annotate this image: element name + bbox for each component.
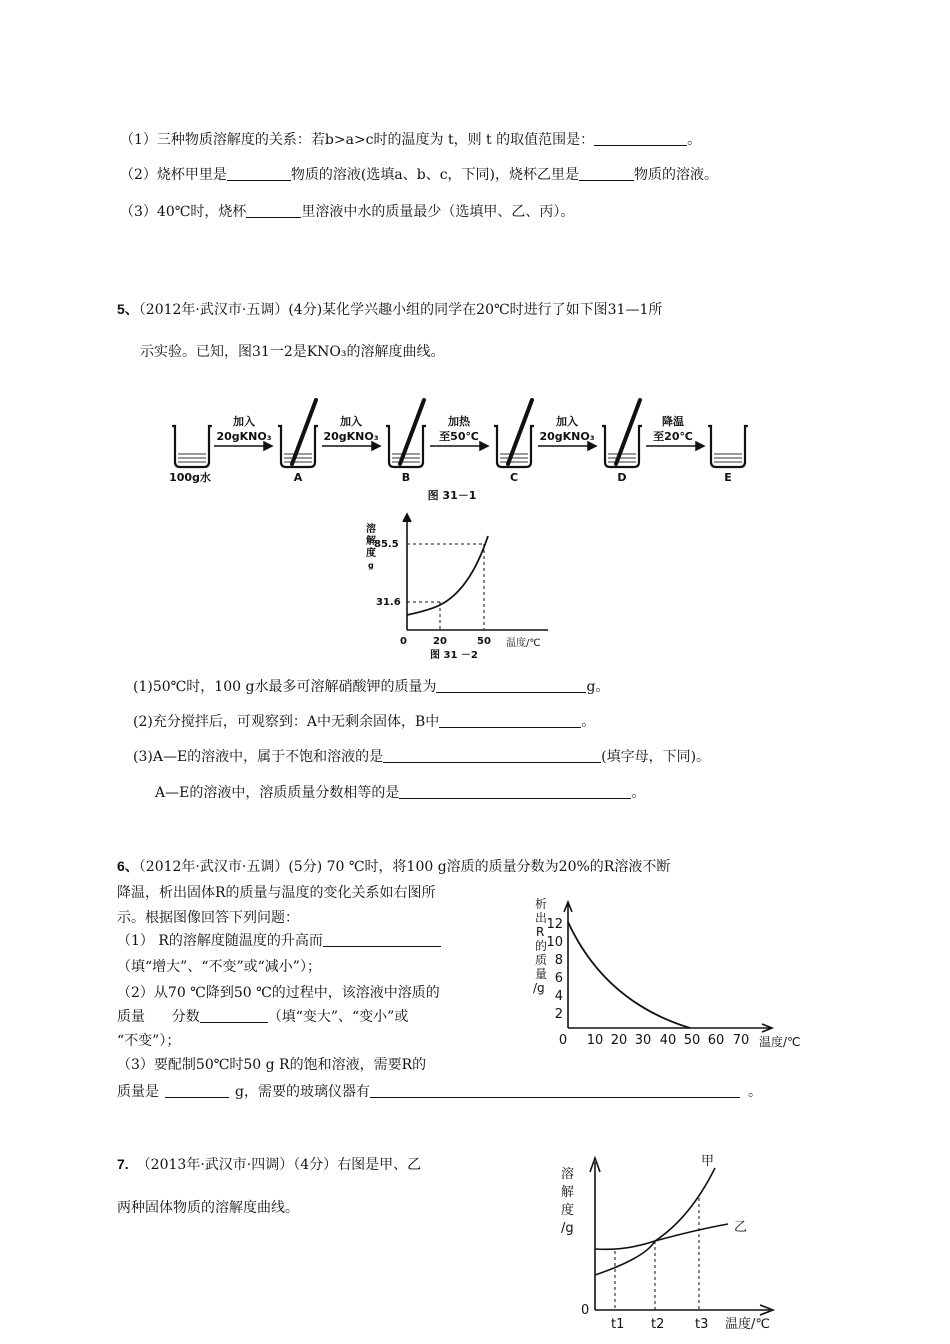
svg-text:度: 度 xyxy=(561,1203,575,1218)
q6-line10: 质量是 g，需要的玻璃仪器有 。 xyxy=(117,1084,762,1100)
curve-jia xyxy=(595,1168,715,1275)
jia-yi-solubility-chart xyxy=(555,1148,805,1344)
svg-text:解: 解 xyxy=(561,1185,575,1200)
question-number: 7. xyxy=(117,1156,129,1172)
answer-blank[interactable] xyxy=(370,1083,740,1098)
x-tick-t2: t2 xyxy=(651,1317,665,1332)
step-3-bottom: 至50℃ xyxy=(439,430,479,443)
q6-line3: 示。根据图像回答下列问题： xyxy=(117,910,299,926)
q4-line3: （3）40℃时，烧杯 里溶液中水的质量最少（选填甲、乙、丙）。 xyxy=(120,204,575,220)
step-2-bottom: 20gKNO₃ xyxy=(323,430,379,443)
question-number: 5、 xyxy=(117,301,139,317)
series-label-jia: 甲 xyxy=(701,1154,715,1169)
svg-text:度: 度 xyxy=(366,548,376,559)
y-tick-8: 8 xyxy=(554,953,563,968)
q6-line9: （3）要配制50℃时50 g R的饱和溶液，需要R的 xyxy=(117,1057,427,1073)
svg-text:g: g xyxy=(368,561,374,570)
y-tick-85.5: 85.5 xyxy=(374,539,399,550)
q6-line7: 质量 分数 （填“变大”、“变小”或 xyxy=(117,1009,409,1025)
answer-blank[interactable] xyxy=(439,713,581,728)
svg-text:质: 质 xyxy=(535,953,548,967)
q6-line8: “不变”）； xyxy=(117,1033,181,1049)
y-tick-31.6: 31.6 xyxy=(376,597,401,608)
x-tick-t1: t1 xyxy=(611,1317,625,1332)
y-tick-4: 4 xyxy=(554,989,563,1004)
answer-blank[interactable] xyxy=(436,678,586,693)
x-tick-20: 20 xyxy=(433,636,447,647)
step-1-top: 加入 xyxy=(233,415,255,428)
beaker-label-d: D xyxy=(617,471,627,484)
y-tick-6: 6 xyxy=(554,971,563,986)
step-4-bottom: 20gKNO₃ xyxy=(539,430,595,443)
step-5-bottom: 至20℃ xyxy=(653,430,693,443)
y-axis-label: 析 xyxy=(535,897,548,911)
answer-blank[interactable] xyxy=(323,932,441,947)
answer-blank[interactable] xyxy=(594,131,687,146)
y-axis-label: 溶 xyxy=(561,1167,575,1182)
svg-text:的: 的 xyxy=(535,939,548,953)
series-label-yi: 乙 xyxy=(734,1220,748,1235)
q4-line1: （1）三种物质溶解度的关系：若b>a>c时的温度为 t，则 t 的取值范围是： 。 xyxy=(120,132,702,148)
answer-blank[interactable] xyxy=(200,1008,268,1023)
y-tick-12: 12 xyxy=(546,917,563,932)
figure-caption: 图 31－1 xyxy=(427,489,477,502)
y-tick-10: 10 xyxy=(546,935,563,950)
svg-text:/g: /g xyxy=(561,1221,574,1236)
kno3-solubility-chart xyxy=(360,510,560,660)
svg-text:出: 出 xyxy=(535,911,548,925)
step-1-bottom: 20gKNO₃ xyxy=(216,430,272,443)
svg-text:量: 量 xyxy=(535,967,548,981)
q7-line2: 两种固体物质的溶解度曲线。 xyxy=(117,1200,299,1216)
answer-blank[interactable] xyxy=(383,748,601,763)
answer-blank[interactable] xyxy=(579,166,634,181)
y-tick-2: 2 xyxy=(554,1007,563,1022)
x-tick-0: 0 xyxy=(400,636,407,647)
q6-line6: （2）从70 ℃降到50 ℃的过程中，该溶液中溶质的 xyxy=(117,985,440,1001)
figure-caption: 图 31 －2 xyxy=(430,650,478,660)
q5-sub1: (1)50℃时，100 g水最多可溶解硝酸钾的质量为 g。 xyxy=(133,679,610,695)
x-tick-20: 20 xyxy=(610,1033,628,1048)
experiment-diagram xyxy=(160,392,760,502)
x-tick-10: 10 xyxy=(586,1033,604,1048)
q6-line1: 6、（2012年·武汉市·五调）(5分) 70 ℃时，将100 g溶质的质量分数为20%的R溶液不断 xyxy=(117,858,671,875)
x-tick-50: 50 xyxy=(477,636,491,647)
solubility-curve xyxy=(407,536,488,615)
step-3-top: 加热 xyxy=(448,415,470,428)
answer-blank[interactable] xyxy=(246,203,301,218)
x-axis-label: 温度/℃ xyxy=(506,638,541,649)
q4-line2: （2）烧杯甲里是 物质的溶液(选填a、b、c，下同)，烧杯乙里是 物质的溶液。 xyxy=(120,167,718,183)
x-tick-50: 50 xyxy=(683,1033,701,1048)
x-tick-t3: t3 xyxy=(695,1317,709,1332)
answer-blank[interactable] xyxy=(227,166,291,181)
q5-sub4: A—E的溶液中，溶质质量分数相等的是 。 xyxy=(155,785,646,801)
svg-text:解: 解 xyxy=(366,536,376,547)
q6-line2: 降温，析出固体R的质量与温度的变化关系如右图所 xyxy=(117,885,436,901)
beaker-label-a: A xyxy=(293,471,303,484)
question-number: 6、 xyxy=(117,858,139,874)
y-axis-label: 溶 xyxy=(366,524,376,535)
q7-line1: 7. （2013年·武汉市·四调）（4分）右图是甲、乙 xyxy=(117,1156,422,1173)
r-precipitate-chart xyxy=(515,892,825,1052)
q6-line4: （1） R的溶解度随温度的升高而 xyxy=(117,930,441,950)
step-2-top: 加入 xyxy=(340,415,362,428)
beaker-label-c: C xyxy=(509,471,519,484)
svg-text:/g: /g xyxy=(533,981,545,995)
x-tick-30: 30 xyxy=(634,1033,652,1048)
beaker-e xyxy=(708,426,748,467)
x-tick-70: 70 xyxy=(732,1033,750,1048)
beaker-label-b: B xyxy=(401,471,411,484)
answer-blank[interactable] xyxy=(165,1083,229,1098)
beaker-label-e: E xyxy=(724,471,732,484)
q5-header: 5、（2012年·武汉市·五调）(4分)某化学兴趣小组的同学在20℃时进行了如下图31—1所 xyxy=(117,301,663,318)
x-axis-label: 温度/℃ xyxy=(725,1317,770,1332)
x-tick-40: 40 xyxy=(659,1033,677,1048)
x-axis-label: 温度/℃ xyxy=(759,1035,801,1049)
q5-sub3: (3)A—E的溶液中，属于不饱和溶液的是 (填字母，下同)。 xyxy=(133,749,711,765)
origin-label: 0 xyxy=(581,1303,590,1318)
q5-header-line2: 示实验。已知，图31一2是KNO₃的溶解度曲线。 xyxy=(140,344,445,360)
water-label: 100g水 xyxy=(169,471,211,484)
answer-blank[interactable] xyxy=(399,784,631,799)
step-4-top: 加入 xyxy=(556,415,578,428)
step-5-top: 降温 xyxy=(662,415,684,428)
q6-line5: （填“增大”、“不变”或“减小”）； xyxy=(117,959,321,975)
beaker-water xyxy=(172,426,212,467)
svg-text:R: R xyxy=(536,925,545,939)
precipitate-curve xyxy=(568,922,690,1028)
q5-sub2: (2)充分搅拌后，可观察到：A中无剩余固体，B中 。 xyxy=(133,714,596,730)
x-tick-0: 0 xyxy=(558,1033,568,1048)
x-tick-60: 60 xyxy=(707,1033,725,1048)
